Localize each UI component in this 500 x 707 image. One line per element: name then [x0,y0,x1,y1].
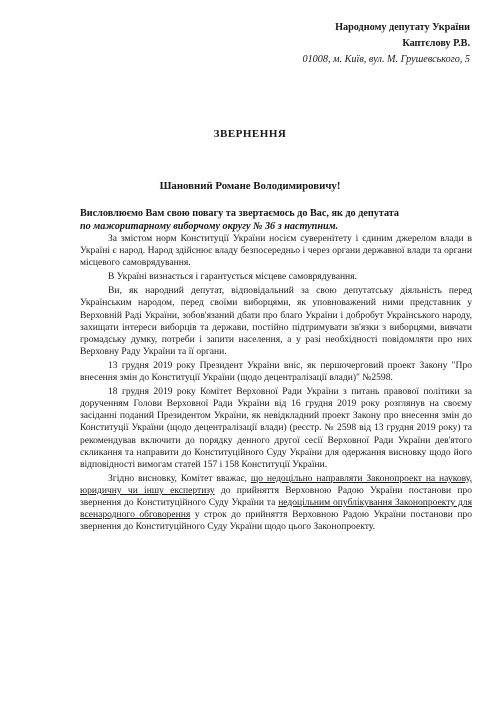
paragraph-committee-review: 18 грудня 2019 року Комітет Верховної Ради України з питань правової політики за дорученням Голови Верховної Ради України від 16 грудня 2019 року розглянув на своєму засіданні поданий Президентом України, як невідкладний проект Закону про внесення змін до Конституції України (щодо децентралізації влади) (реєстр. № 2598 від 13 грудня 2019 року) та рекомендував включити до порядку денного другої сесії Верховної Ради України дев'ятого скликання та направити до Конституційного Суду України для одержання висновку щодо його відповідності вимогам статей 157 і 158 Конституції України. [80,386,472,470]
addressee-title: Народному депутату України [335,22,470,33]
paragraph-committee-conclusion [80,473,472,533]
conclusion-underlined-expertise: що недоцільно направляти Законопроект на наукову, юридичну чи іншу експертизу [80,472,473,496]
intro-line-1: Висловлюємо Вам свою повагу та звертаємось до Вас, як до депутата [80,208,400,219]
addressee-address: 01008, м. Київ, вул. М. Грушевського, 5 [302,54,470,65]
paragraph-bill-submission: 13 грудня 2019 року Президент України вніс, як першочерговий проект Закону "Про внесення змін до Конституції України (щодо децентралізації влади)" №2598. [80,359,472,384]
addressee-block [302,20,470,68]
addressee-name: Каптєлову Р.В. [402,38,470,49]
paragraph-deputy-duties: Ви, як народний депутат, відповідальний за свою депутатську діяльність перед Українським народом, перед своїми виборцями, як уповноважений ними представник у Верховній Раді України, зобов'язаний дбати про благо України і добробут Українського народу, захищати інтереси виборців та держави, постійно підтримувати зв'язки з виборцями, вивчати громадську думку, потреби і запити населення, а у разі необхідності повідомляти про них Верховну Раду України та її органи. [80,285,472,357]
document-body [80,233,472,535]
paragraph-sovereignty: За змістом норм Конституції України носієм суверенітету і єдиним джерелом влади в Україні є народ. Народ здійснює владу безпосередньо і через органи державної влади та органи місцевого самоврядування. [80,233,472,269]
conclusion-text-a: Згідно висновку, Комітет вважає, [108,472,251,484]
intro-statement [80,207,470,233]
conclusion-text-e: у строк до прийняття Верховною Радою України постанови про звернення до Конституційного Суду України щодо цього Законопроекту. [80,509,472,533]
salutation: Шановний Романе Володимировичу! [159,180,341,192]
conclusion-underlined-publication: недоцільним опублікування Законопроекту для всенародного обговорення [80,496,473,521]
document-title: ЗВЕРНЕННЯ [213,128,287,140]
conclusion-text-c: до прийняття Верховною Радою України постанови про звернення до Конституційного Суду України та [80,484,472,508]
intro-line-2: по мажоритарному виборчому округу № 36 з наступним. [80,221,339,233]
paragraph-self-government: В Україні визнається і гарантується місцеве самоврядування. [108,271,357,283]
